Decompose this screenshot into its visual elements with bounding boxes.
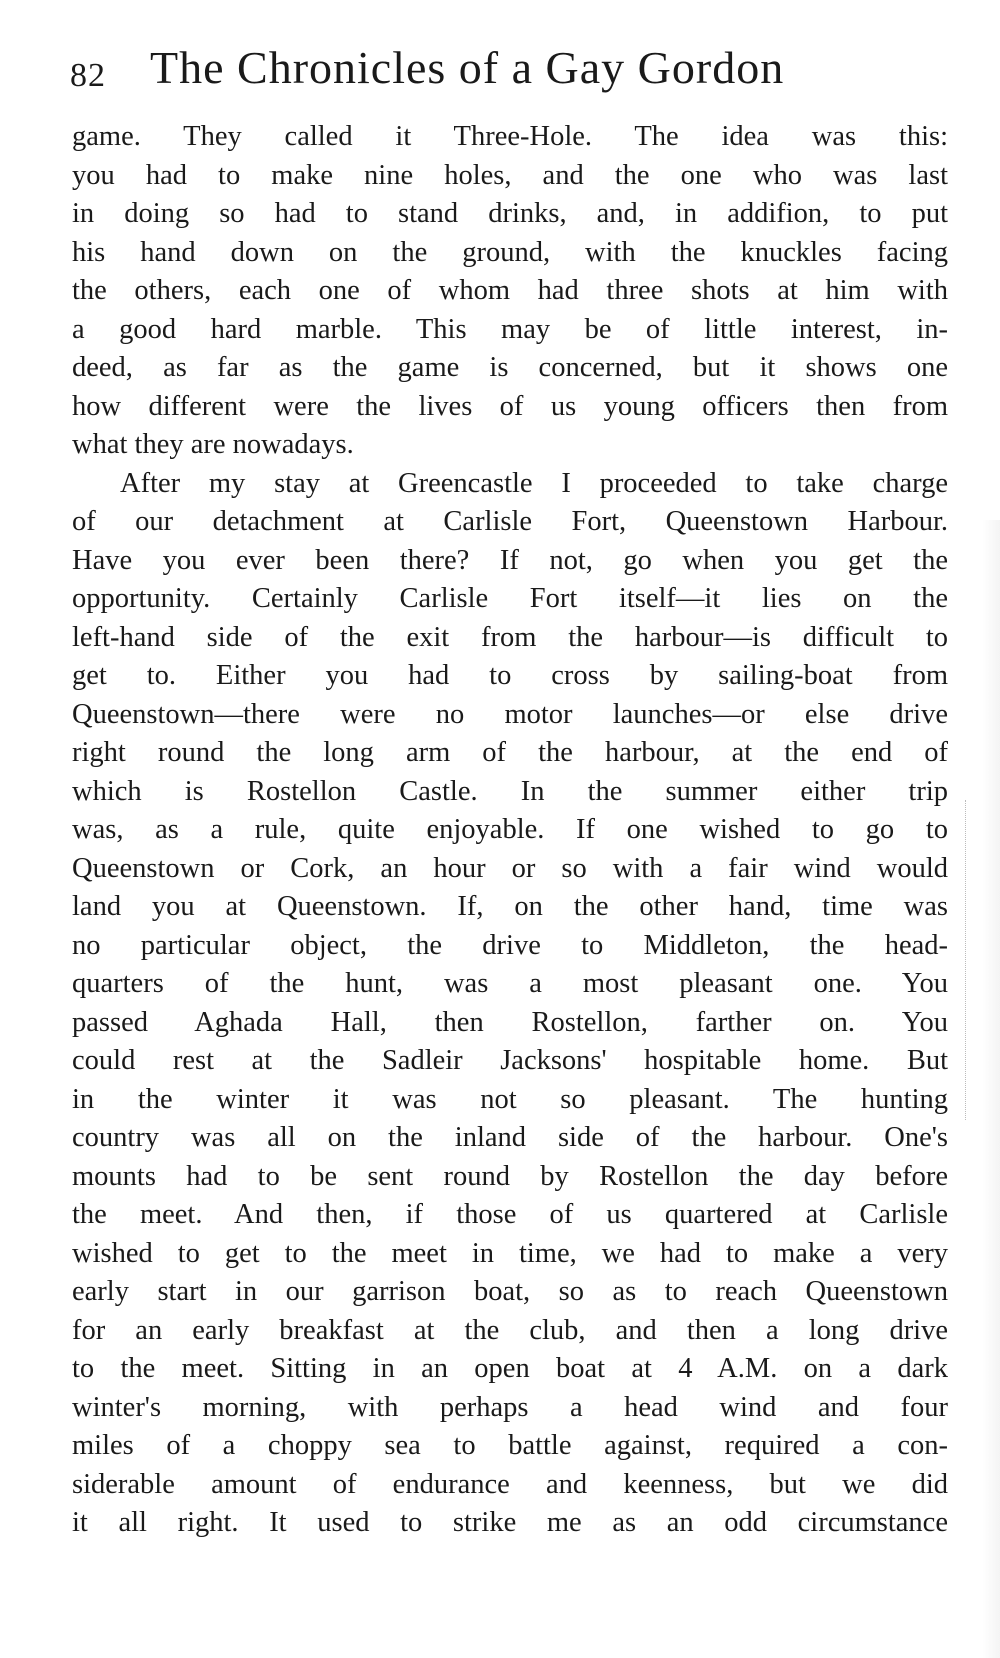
text-line: left-hand side of the exit from the harbour—is difficult to (72, 621, 948, 653)
text-line: in doing so had to stand drinks, and, in addifion, to put (72, 198, 948, 229)
text-line: how different were the lives of us young officers then from (72, 390, 948, 422)
text-line: land you at Queenstown. If, on the other hand, time was (72, 891, 948, 922)
text-line: the others, each one of whom had three shots at him with (72, 275, 948, 306)
text-line: no particular object, the drive to Middleton, the head- (72, 929, 948, 961)
text-line: Queenstown—there were no motor launches—or else drive (72, 698, 948, 730)
text-line: get to. Either you had to cross by sailing-boat from (72, 660, 948, 691)
paragraph-end-line: what they are nowadays. (72, 429, 354, 460)
text-line: deed, as far as the game is concerned, but it shows one (72, 352, 948, 383)
text-line: a good hard marble. This may be of little interest, in- (72, 313, 948, 345)
text-line: game. They called it Three-Hole. The idea was this: (72, 121, 948, 152)
text-line: Queenstown or Cork, an hour or so with a fair wind would (72, 852, 948, 884)
page-header (70, 40, 950, 102)
text-line: mounts had to be sent round by Rostellon the day before (72, 1160, 948, 1192)
text-line: his hand down on the ground, with the knuckles facing (72, 236, 948, 268)
text-line: winter's morning, with perhaps a head wind and four (72, 1391, 948, 1423)
text-line: was, as a rule, quite enjoyable. If one wished to go to (72, 814, 948, 845)
text-line: it all right. It used to strike me as an odd circumstance (72, 1507, 948, 1538)
text-line: quarters of the hunt, was a most pleasant one. You (72, 968, 948, 999)
text-line: opportunity. Certainly Carlisle Fort itself—it lies on the (72, 583, 948, 614)
text-line: early start in our garrison boat, so as to reach Queenstown (72, 1276, 948, 1307)
running-title: The Chronicles of a Gay Gordon (150, 42, 785, 93)
text-line: in the winter it was not so pleasant. The hunting (72, 1083, 948, 1115)
page-number: 82 (70, 57, 106, 94)
text-line: you had to make nine holes, and the one who was last (72, 159, 948, 191)
text-line: for an early breakfast at the club, and then a long drive (72, 1314, 948, 1346)
page-edge-shadow (982, 520, 1000, 1658)
text-line: Have you ever been there? If not, go when you get the (72, 544, 948, 576)
text-line: country was all on the inland side of the harbour. One's (72, 1122, 948, 1153)
binding-edge-marks (965, 800, 970, 1120)
text-line: the meet. And then, if those of us quartered at Carlisle (72, 1199, 948, 1230)
body-text (72, 118, 948, 1543)
text-line: siderable amount of endurance and keenness, but we did (72, 1468, 948, 1500)
text-line: miles of a choppy sea to battle against, required a con- (72, 1430, 948, 1461)
text-line: of our detachment at Carlisle Fort, Queenstown Harbour. (72, 506, 948, 537)
text-line: which is Rostellon Castle. In the summer either trip (72, 775, 948, 807)
text-line: passed Aghada Hall, then Rostellon, farther on. You (72, 1006, 948, 1038)
text-line: could rest at the Sadleir Jacksons' hospitable home. But (72, 1045, 948, 1076)
text-line: right round the long arm of the harbour, at the end of (72, 737, 948, 768)
paragraph-start-line: After my stay at Greencastle I proceeded to take charge (120, 467, 948, 499)
text-line: to the meet. Sitting in an open boat at 4 A.M. on a dark (72, 1353, 948, 1384)
text-line: wished to get to the meet in time, we had to make a very (72, 1237, 948, 1269)
